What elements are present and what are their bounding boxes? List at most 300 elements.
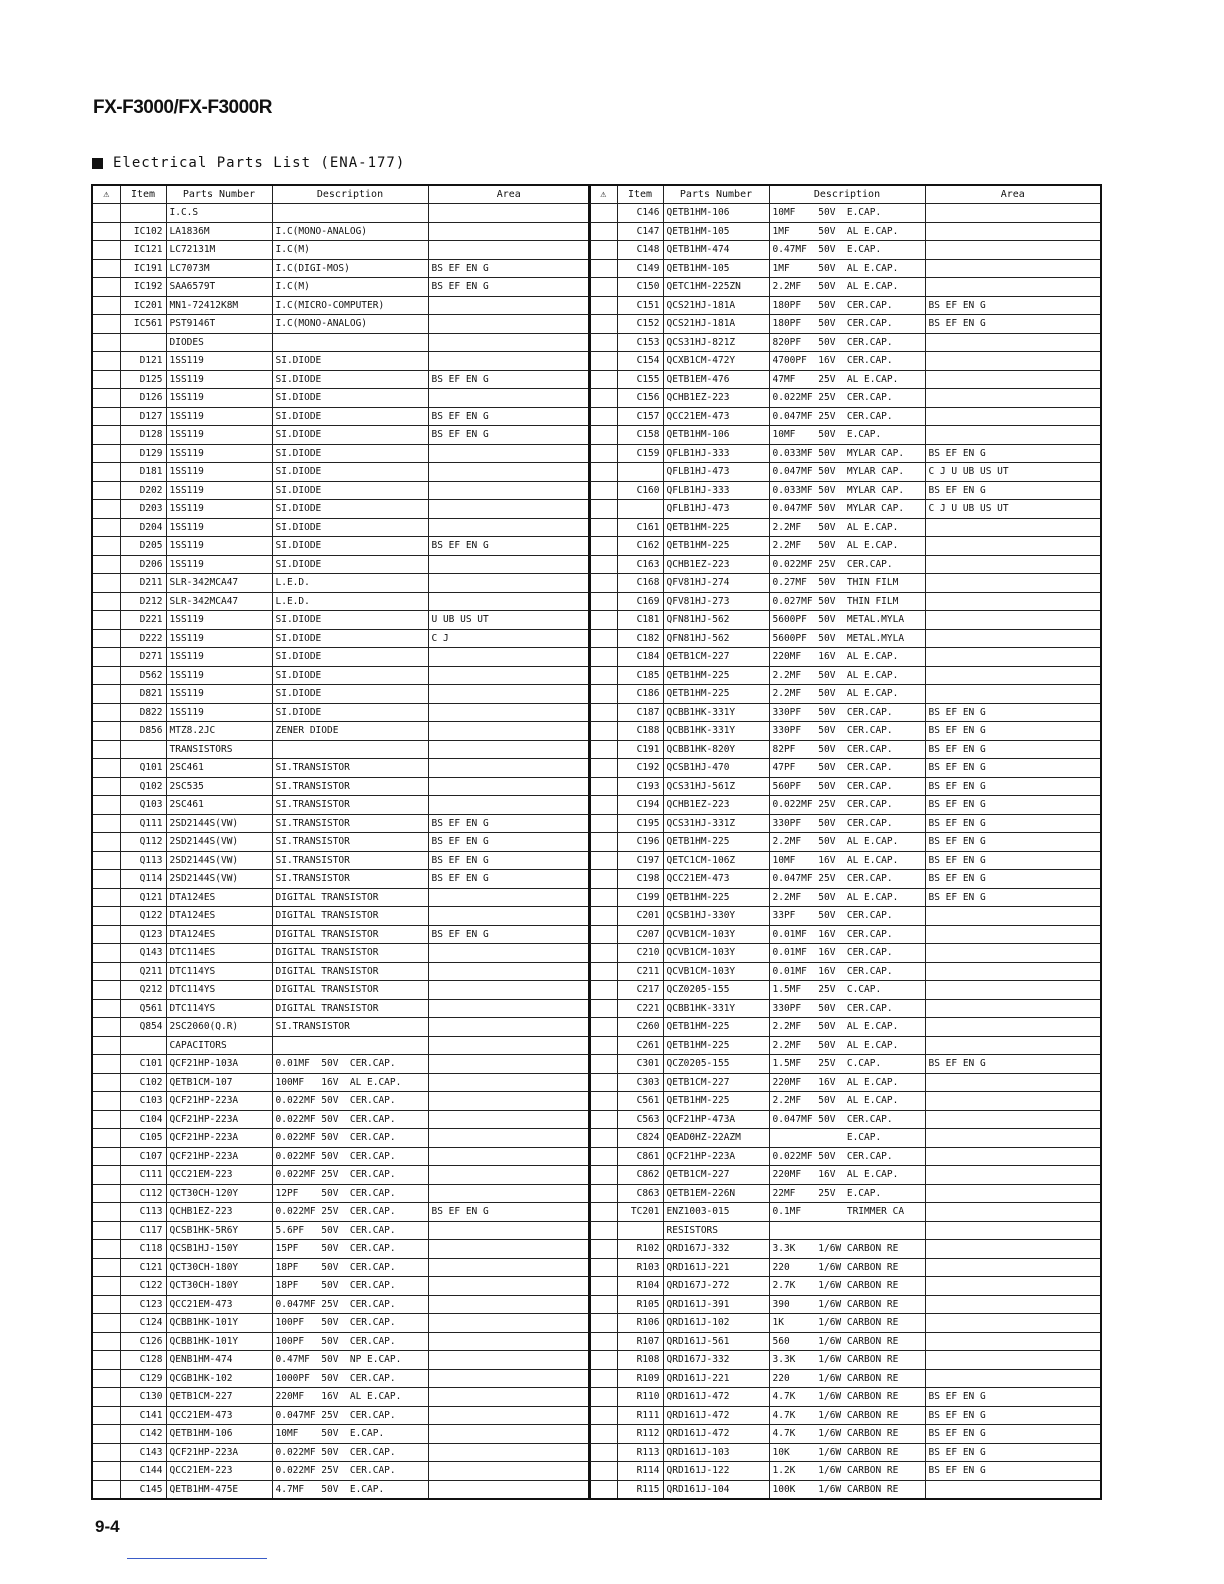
table-row bbox=[589, 259, 1101, 278]
item-cell bbox=[617, 463, 663, 482]
area-cell: BS EF EN G bbox=[925, 777, 1101, 796]
description-cell: SI.DIODE bbox=[272, 426, 428, 445]
part-number-cell: QFN81HJ-562 bbox=[663, 629, 769, 648]
part-number-cell: DTA124ES bbox=[166, 888, 272, 907]
table-row bbox=[92, 870, 590, 889]
description-cell: 0.047MF 25V CER.CAP. bbox=[769, 870, 925, 889]
part-number-cell: I.C.S bbox=[166, 204, 272, 223]
warn-cell bbox=[92, 1406, 120, 1425]
table-row bbox=[92, 204, 590, 223]
item-cell: D129 bbox=[120, 444, 166, 463]
table-row bbox=[589, 333, 1101, 352]
item-cell: D271 bbox=[120, 648, 166, 667]
item-cell: D127 bbox=[120, 407, 166, 426]
area-cell bbox=[428, 981, 590, 1000]
description-cell: 100MF 16V AL E.CAP. bbox=[272, 1073, 428, 1092]
part-number-cell: QCC21EM-473 bbox=[166, 1295, 272, 1314]
area-cell bbox=[428, 500, 590, 519]
warn-cell bbox=[589, 611, 617, 630]
description-cell: I.C(MONO-ANALOG) bbox=[272, 315, 428, 334]
table-row bbox=[92, 777, 590, 796]
item-cell: C141 bbox=[120, 1406, 166, 1425]
warn-cell bbox=[92, 648, 120, 667]
warn-cell bbox=[589, 500, 617, 519]
area-cell bbox=[925, 278, 1101, 297]
description-cell: SI.DIODE bbox=[272, 370, 428, 389]
area-cell bbox=[428, 888, 590, 907]
warn-cell bbox=[92, 888, 120, 907]
item-cell: C182 bbox=[617, 629, 663, 648]
item-cell: Q854 bbox=[120, 1018, 166, 1037]
item-cell: IC102 bbox=[120, 222, 166, 241]
description-cell: 390 1/6W CARBON RE bbox=[769, 1295, 925, 1314]
item-cell: D128 bbox=[120, 426, 166, 445]
area-cell bbox=[428, 1055, 590, 1074]
table-row bbox=[589, 1147, 1101, 1166]
table-row bbox=[92, 1036, 590, 1055]
part-number-cell: 2SD2144S(VW) bbox=[166, 833, 272, 852]
description-cell: L.E.D. bbox=[272, 592, 428, 611]
part-number-cell: QCF21HP-473A bbox=[663, 1110, 769, 1129]
warn-cell bbox=[589, 759, 617, 778]
description-cell: 12PF 50V CER.CAP. bbox=[272, 1184, 428, 1203]
item-cell: C154 bbox=[617, 352, 663, 371]
part-number-cell: QCC21EM-223 bbox=[166, 1166, 272, 1185]
warn-cell bbox=[589, 1092, 617, 1111]
description-cell: 3.3K 1/6W CARBON RE bbox=[769, 1351, 925, 1370]
area-cell bbox=[428, 685, 590, 704]
part-number-cell: QETB1HM-225 bbox=[663, 518, 769, 537]
description-cell: 5600PF 50V METAL.MYLA bbox=[769, 629, 925, 648]
area-cell bbox=[428, 740, 590, 759]
warn-cell bbox=[589, 1129, 617, 1148]
table-row bbox=[589, 870, 1101, 889]
description-cell: 10MF 50V E.CAP. bbox=[769, 426, 925, 445]
warn-cell bbox=[92, 1147, 120, 1166]
part-number-cell: QFN81HJ-562 bbox=[663, 611, 769, 630]
item-cell: Q122 bbox=[120, 907, 166, 926]
table-row bbox=[92, 740, 590, 759]
description-cell: 0.01MF 16V CER.CAP. bbox=[769, 962, 925, 981]
part-number-cell: 2SD2144S(VW) bbox=[166, 870, 272, 889]
part-number-cell: PST9146T bbox=[166, 315, 272, 334]
part-number-cell: QRD161J-391 bbox=[663, 1295, 769, 1314]
description-cell: 4.7K 1/6W CARBON RE bbox=[769, 1388, 925, 1407]
table-row bbox=[92, 907, 590, 926]
item-cell: D221 bbox=[120, 611, 166, 630]
warn-cell bbox=[589, 592, 617, 611]
part-number-cell: QFV81HJ-273 bbox=[663, 592, 769, 611]
table-row bbox=[92, 1388, 590, 1407]
part-number-cell: QCC21EM-473 bbox=[663, 407, 769, 426]
part-number-cell: QETB1HM-105 bbox=[663, 259, 769, 278]
warn-cell bbox=[589, 796, 617, 815]
table-row bbox=[92, 925, 590, 944]
table-row bbox=[92, 592, 590, 611]
warn-cell bbox=[589, 1314, 617, 1333]
table-row bbox=[589, 740, 1101, 759]
description-cell: DIGITAL TRANSISTOR bbox=[272, 962, 428, 981]
description-cell: 0.47MF 50V NP E.CAP. bbox=[272, 1351, 428, 1370]
table-row bbox=[92, 407, 590, 426]
area-cell bbox=[428, 1129, 590, 1148]
part-number-cell: QCS31HJ-561Z bbox=[663, 777, 769, 796]
item-cell: IC201 bbox=[120, 296, 166, 315]
item-cell: C128 bbox=[120, 1351, 166, 1370]
warn-cell bbox=[92, 870, 120, 889]
area-cell bbox=[428, 777, 590, 796]
description-cell: SI.TRANSISTOR bbox=[272, 851, 428, 870]
table-row bbox=[92, 1369, 590, 1388]
item-cell: C152 bbox=[617, 315, 663, 334]
description-cell: 2.2MF 50V AL E.CAP. bbox=[769, 537, 925, 556]
part-number-cell: 2SC535 bbox=[166, 777, 272, 796]
description-cell: 180PF 50V CER.CAP. bbox=[769, 315, 925, 334]
description-cell: 0.022MF 25V CER.CAP. bbox=[272, 1203, 428, 1222]
warn-cell bbox=[92, 1166, 120, 1185]
warn-cell bbox=[92, 1443, 120, 1462]
warn-cell bbox=[92, 1055, 120, 1074]
description-cell: 0.022MF 25V CER.CAP. bbox=[769, 796, 925, 815]
area-cell bbox=[925, 1018, 1101, 1037]
table-row bbox=[589, 1388, 1101, 1407]
area-cell bbox=[925, 944, 1101, 963]
table-row bbox=[92, 648, 590, 667]
warn-cell bbox=[589, 1351, 617, 1370]
area-cell bbox=[428, 1462, 590, 1481]
warn-cell bbox=[589, 1332, 617, 1351]
description-cell: I.C(MONO-ANALOG) bbox=[272, 222, 428, 241]
part-number-cell: QETB1HM-106 bbox=[166, 1425, 272, 1444]
item-cell: C168 bbox=[617, 574, 663, 593]
area-cell: BS EF EN G bbox=[925, 796, 1101, 815]
col-header-part: Parts Number bbox=[663, 185, 769, 204]
area-cell: BS EF EN G bbox=[925, 1425, 1101, 1444]
item-cell: C101 bbox=[120, 1055, 166, 1074]
description-cell: 0.27MF 50V THIN FILM bbox=[769, 574, 925, 593]
description-cell: SI.DIODE bbox=[272, 685, 428, 704]
description-cell: 1.2K 1/6W CARBON RE bbox=[769, 1462, 925, 1481]
description-cell bbox=[272, 204, 428, 223]
item-cell: C260 bbox=[617, 1018, 663, 1037]
table-row bbox=[589, 814, 1101, 833]
area-cell: BS EF EN G bbox=[925, 1462, 1101, 1481]
part-number-cell: 1SS119 bbox=[166, 518, 272, 537]
table-row bbox=[92, 315, 590, 334]
warn-cell bbox=[589, 370, 617, 389]
warn-cell bbox=[589, 1184, 617, 1203]
table-row bbox=[589, 1295, 1101, 1314]
item-cell: C102 bbox=[120, 1073, 166, 1092]
description-cell: DIGITAL TRANSISTOR bbox=[272, 999, 428, 1018]
part-number-cell: 1SS119 bbox=[166, 370, 272, 389]
area-cell bbox=[428, 1110, 590, 1129]
warn-cell bbox=[589, 777, 617, 796]
description-cell: 22MF 25V E.CAP. bbox=[769, 1184, 925, 1203]
area-cell: BS EF EN G bbox=[925, 296, 1101, 315]
warn-cell bbox=[92, 740, 120, 759]
description-cell: SI.DIODE bbox=[272, 500, 428, 519]
item-cell: D821 bbox=[120, 685, 166, 704]
part-number-cell: QCBB1HK-331Y bbox=[663, 703, 769, 722]
area-cell bbox=[925, 426, 1101, 445]
item-cell: C130 bbox=[120, 1388, 166, 1407]
warn-cell bbox=[92, 722, 120, 741]
table-row bbox=[92, 666, 590, 685]
area-cell bbox=[428, 315, 590, 334]
description-cell: 1000PF 50V CER.CAP. bbox=[272, 1369, 428, 1388]
col-header-area: Area bbox=[428, 185, 590, 204]
area-cell: U UB US UT bbox=[428, 611, 590, 630]
part-number-cell: QCVB1CM-103Y bbox=[663, 962, 769, 981]
part-number-cell: QCC21EM-473 bbox=[663, 870, 769, 889]
table-row bbox=[92, 1258, 590, 1277]
description-cell: 2.2MF 50V AL E.CAP. bbox=[769, 685, 925, 704]
col-header-part: Parts Number bbox=[166, 185, 272, 204]
item-cell: C117 bbox=[120, 1221, 166, 1240]
area-cell: BS EF EN G bbox=[925, 1406, 1101, 1425]
part-number-cell: QCSB1HJ-150Y bbox=[166, 1240, 272, 1259]
warn-cell bbox=[92, 962, 120, 981]
part-number-cell: QCSB1HK-5R6Y bbox=[166, 1221, 272, 1240]
area-cell bbox=[428, 1332, 590, 1351]
warn-cell bbox=[589, 1480, 617, 1499]
item-cell: Q112 bbox=[120, 833, 166, 852]
part-number-cell: QCBB1HK-331Y bbox=[663, 999, 769, 1018]
area-cell bbox=[428, 1184, 590, 1203]
description-cell: 330PF 50V CER.CAP. bbox=[769, 814, 925, 833]
warn-cell bbox=[589, 204, 617, 223]
area-cell: BS EF EN G bbox=[428, 833, 590, 852]
item-cell: C169 bbox=[617, 592, 663, 611]
area-cell bbox=[925, 1184, 1101, 1203]
part-number-cell: QCT30CH-180Y bbox=[166, 1258, 272, 1277]
table-row bbox=[589, 1351, 1101, 1370]
part-number-cell: MN1-72412K8M bbox=[166, 296, 272, 315]
description-cell: SI.DIODE bbox=[272, 389, 428, 408]
square-bullet-icon bbox=[92, 158, 103, 169]
table-row bbox=[92, 1277, 590, 1296]
area-cell bbox=[428, 703, 590, 722]
description-cell: SI.TRANSISTOR bbox=[272, 759, 428, 778]
table-row bbox=[92, 444, 590, 463]
description-cell: SI.DIODE bbox=[272, 629, 428, 648]
table-row bbox=[589, 851, 1101, 870]
item-cell: R108 bbox=[617, 1351, 663, 1370]
part-number-cell: 1SS119 bbox=[166, 685, 272, 704]
area-cell bbox=[428, 796, 590, 815]
item-cell: R111 bbox=[617, 1406, 663, 1425]
part-number-cell: QENB1HM-474 bbox=[166, 1351, 272, 1370]
warn-cell bbox=[92, 944, 120, 963]
item-cell: Q111 bbox=[120, 814, 166, 833]
description-cell: DIGITAL TRANSISTOR bbox=[272, 925, 428, 944]
item-cell: C186 bbox=[617, 685, 663, 704]
description-cell: 560 1/6W CARBON RE bbox=[769, 1332, 925, 1351]
table-row bbox=[589, 1036, 1101, 1055]
area-cell bbox=[428, 555, 590, 574]
description-cell: 820PF 50V CER.CAP. bbox=[769, 333, 925, 352]
col-header-desc: Description bbox=[272, 185, 428, 204]
description-cell: 0.022MF 25V CER.CAP. bbox=[769, 555, 925, 574]
description-cell: 5.6PF 50V CER.CAP. bbox=[272, 1221, 428, 1240]
table-row bbox=[589, 1258, 1101, 1277]
area-cell bbox=[925, 574, 1101, 593]
warn-cell bbox=[92, 611, 120, 630]
item-cell: C196 bbox=[617, 833, 663, 852]
part-number-cell: QCHB1EZ-223 bbox=[663, 796, 769, 815]
description-cell: 330PF 50V CER.CAP. bbox=[769, 703, 925, 722]
description-cell: 0.01MF 16V CER.CAP. bbox=[769, 944, 925, 963]
warn-cell bbox=[92, 833, 120, 852]
table-row bbox=[92, 1166, 590, 1185]
area-cell bbox=[428, 204, 590, 223]
warn-cell bbox=[589, 407, 617, 426]
table-row bbox=[589, 981, 1101, 1000]
item-cell: IC121 bbox=[120, 241, 166, 260]
warn-cell bbox=[92, 352, 120, 371]
item-cell: C217 bbox=[617, 981, 663, 1000]
part-number-cell: LC72131M bbox=[166, 241, 272, 260]
warn-cell bbox=[589, 740, 617, 759]
description-cell: 220MF 16V AL E.CAP. bbox=[769, 1166, 925, 1185]
col-header-area: Area bbox=[925, 185, 1101, 204]
warn-cell bbox=[92, 444, 120, 463]
area-cell bbox=[925, 685, 1101, 704]
table-row bbox=[589, 389, 1101, 408]
table-row bbox=[589, 241, 1101, 260]
warn-cell bbox=[589, 1406, 617, 1425]
item-cell: C151 bbox=[617, 296, 663, 315]
description-cell: 0.022MF 50V CER.CAP. bbox=[272, 1110, 428, 1129]
part-number-cell: QCS21HJ-181A bbox=[663, 296, 769, 315]
area-cell bbox=[925, 389, 1101, 408]
description-cell: 0.047MF 25V CER.CAP. bbox=[272, 1406, 428, 1425]
item-cell: C207 bbox=[617, 925, 663, 944]
item-cell: C111 bbox=[120, 1166, 166, 1185]
table-row bbox=[92, 1240, 590, 1259]
warn-cell bbox=[92, 1036, 120, 1055]
item-cell: C147 bbox=[617, 222, 663, 241]
part-number-cell: QCT30CH-180Y bbox=[166, 1277, 272, 1296]
area-cell: BS EF EN G bbox=[925, 481, 1101, 500]
table-row bbox=[92, 1018, 590, 1037]
description-cell: 47MF 25V AL E.CAP. bbox=[769, 370, 925, 389]
warn-cell bbox=[589, 574, 617, 593]
table-row bbox=[92, 685, 590, 704]
warn-cell bbox=[92, 1184, 120, 1203]
item-cell: C181 bbox=[617, 611, 663, 630]
description-cell: SI.DIODE bbox=[272, 463, 428, 482]
table-row bbox=[92, 1092, 590, 1111]
part-number-cell: QFLB1HJ-473 bbox=[663, 500, 769, 519]
warn-cell bbox=[92, 296, 120, 315]
warn-cell bbox=[92, 1092, 120, 1111]
item-cell: D126 bbox=[120, 389, 166, 408]
description-cell: 3.3K 1/6W CARBON RE bbox=[769, 1240, 925, 1259]
table-row bbox=[589, 925, 1101, 944]
table-row bbox=[92, 574, 590, 593]
table-row bbox=[92, 333, 590, 352]
table-row bbox=[92, 241, 590, 260]
area-cell bbox=[925, 352, 1101, 371]
part-number-cell: QETB1EM-476 bbox=[663, 370, 769, 389]
parts-table-right bbox=[588, 184, 1102, 1500]
description-cell: L.E.D. bbox=[272, 574, 428, 593]
area-cell bbox=[925, 333, 1101, 352]
warn-cell bbox=[589, 888, 617, 907]
area-cell: BS EF EN G bbox=[428, 370, 590, 389]
item-cell: R110 bbox=[617, 1388, 663, 1407]
table-row bbox=[589, 426, 1101, 445]
part-number-cell: 1SS119 bbox=[166, 407, 272, 426]
warn-cell bbox=[92, 574, 120, 593]
area-cell bbox=[925, 518, 1101, 537]
description-cell: 10MF 50V E.CAP. bbox=[272, 1425, 428, 1444]
part-number-cell: QETB1HM-474 bbox=[663, 241, 769, 260]
area-cell: BS EF EN G bbox=[925, 814, 1101, 833]
table-row bbox=[92, 259, 590, 278]
warn-cell bbox=[589, 685, 617, 704]
area-cell: BS EF EN G bbox=[428, 407, 590, 426]
item-cell bbox=[617, 500, 663, 519]
table-row bbox=[589, 907, 1101, 926]
part-number-cell: 1SS119 bbox=[166, 703, 272, 722]
item-cell: R114 bbox=[617, 1462, 663, 1481]
table-row bbox=[92, 278, 590, 297]
part-number-cell: QRD161J-122 bbox=[663, 1462, 769, 1481]
item-cell: Q113 bbox=[120, 851, 166, 870]
item-cell: Q114 bbox=[120, 870, 166, 889]
description-cell: 180PF 50V CER.CAP. bbox=[769, 296, 925, 315]
warn-cell bbox=[92, 1388, 120, 1407]
description-cell: 1.5MF 25V C.CAP. bbox=[769, 1055, 925, 1074]
description-cell: 0.47MF 50V E.CAP. bbox=[769, 241, 925, 260]
warn-cell bbox=[92, 241, 120, 260]
item-cell: R113 bbox=[617, 1443, 663, 1462]
area-cell bbox=[428, 481, 590, 500]
warn-cell bbox=[589, 1369, 617, 1388]
warn-cell bbox=[92, 426, 120, 445]
item-cell: D181 bbox=[120, 463, 166, 482]
table-row bbox=[92, 999, 590, 1018]
description-cell: 0.022MF 50V CER.CAP. bbox=[769, 1147, 925, 1166]
warn-cell bbox=[92, 389, 120, 408]
area-cell bbox=[925, 370, 1101, 389]
part-number-cell: QRD161J-221 bbox=[663, 1258, 769, 1277]
table-row bbox=[92, 814, 590, 833]
table-row bbox=[92, 1073, 590, 1092]
table-row bbox=[92, 481, 590, 500]
warn-cell bbox=[92, 851, 120, 870]
item-cell: C159 bbox=[617, 444, 663, 463]
table-row bbox=[589, 204, 1101, 223]
model-title: FX-F3000/FX-F3000R bbox=[93, 97, 272, 118]
part-number-cell: QCHB1EZ-223 bbox=[663, 555, 769, 574]
description-cell: SI.DIODE bbox=[272, 407, 428, 426]
description-cell: 220MF 16V AL E.CAP. bbox=[769, 648, 925, 667]
description-cell: 0.022MF 50V CER.CAP. bbox=[272, 1443, 428, 1462]
part-number-cell: 1SS119 bbox=[166, 648, 272, 667]
area-cell bbox=[925, 1369, 1101, 1388]
table-row bbox=[92, 1443, 590, 1462]
part-number-cell: QRD167J-332 bbox=[663, 1240, 769, 1259]
item-cell: C863 bbox=[617, 1184, 663, 1203]
warning-icon: ⚠ bbox=[92, 185, 120, 204]
description-cell: SI.DIODE bbox=[272, 481, 428, 500]
col-header-item: Item bbox=[617, 185, 663, 204]
table-row bbox=[589, 759, 1101, 778]
